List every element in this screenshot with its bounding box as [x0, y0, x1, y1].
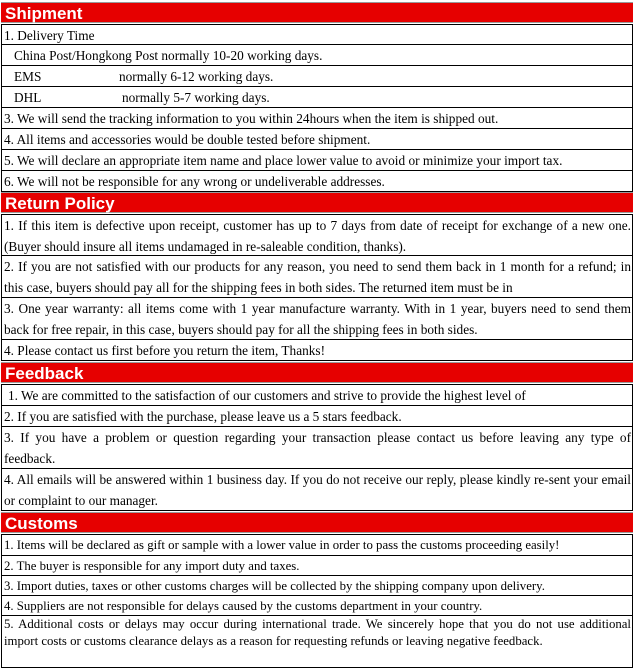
ems-label: EMS — [14, 69, 42, 84]
return-policy-header: Return Policy — [1, 192, 633, 213]
shipment-item-4: 4. All items and accessories would be double tested before shipment. — [1, 129, 633, 150]
shipment-item-6: 6. We will not be responsible for any wrong or undeliverable addresses. — [1, 171, 633, 192]
customs-item-4: 4. Suppliers are not responsible for delays caused by the customs department in your country. — [1, 596, 633, 616]
return-item-4: 4. Please contact us first before you return the item, Thanks! — [1, 340, 633, 361]
shipment-ems-row — [1, 66, 633, 87]
shipment-item-3: 3. We will send the tracking information to you within 24hours when the item is shipped out. — [1, 108, 633, 129]
dhl-label: DHL — [14, 90, 42, 105]
customs-item-1: 1. Items will be declared as gift or sample with a lower value in order to pass the customs proceeding easily! — [1, 534, 633, 556]
customs-item-2: 2. The buyer is responsible for any import duty and taxes. — [1, 556, 633, 576]
return-item-1: 1. If this item is defective upon receipt, customer has up to 7 days from date of receipt for exchange of a new one. (Buyer should insure all items undamaged in re-saleable condition, thanks). — [1, 214, 633, 256]
shipment-item-5: 5. We will declare an appropriate item name and place lower value to avoid or minimize your import tax. — [1, 150, 633, 171]
feedback-item-4: 4. All emails will be answered within 1 business day. If you do not receive our reply, please kindly re-sent your email or complaint to our manager. — [1, 469, 633, 511]
customs-item-3: 3. Import duties, taxes or other customs charges will be collected by the shipping company upon delivery. — [1, 576, 633, 596]
return-item-2: 2. If you are not satisfied with our products for any reason, you need to send them back in 1 month for a refund; in this case, buyers should pay all for the shipping fees in both sides. The returned item must be in — [1, 256, 633, 298]
shipment-china-post: China Post/Hongkong Post normally 10-20 working days. — [1, 45, 633, 66]
ems-time: normally 6-12 working days. — [119, 69, 274, 84]
feedback-item-1: 1. We are committed to the satisfaction of our customers and strive to provide the highest level of — [1, 384, 633, 406]
dhl-time: normally 5-7 working days. — [122, 90, 270, 105]
feedback-header: Feedback — [1, 362, 633, 383]
shipment-dhl-row — [1, 87, 633, 108]
feedback-item-3: 3. If you have a problem or question regarding your transaction please contact us before leaving any type of feedback. — [1, 427, 633, 469]
shipment-delivery-time: 1. Delivery Time — [1, 24, 633, 45]
feedback-item-2: 2. If you are satisfied with the purchase, please leave us a 5 stars feedback. — [1, 406, 633, 427]
customs-header: Customs — [1, 512, 633, 533]
shipment-header: Shipment — [1, 2, 633, 23]
customs-item-5: 5. Additional costs or delays may occur during international trade. We sincerely hope that you do not use additional import costs or customs clearance delays as a reason for requesting refunds or leaving negative feedback. — [1, 616, 633, 668]
return-item-3: 3. One year warranty: all items come with 1 year manufacture warranty. With in 1 year, buyers need to send them back for free repair, in this case, buyers should pay for all the shipping fees in both sides. — [1, 298, 633, 340]
